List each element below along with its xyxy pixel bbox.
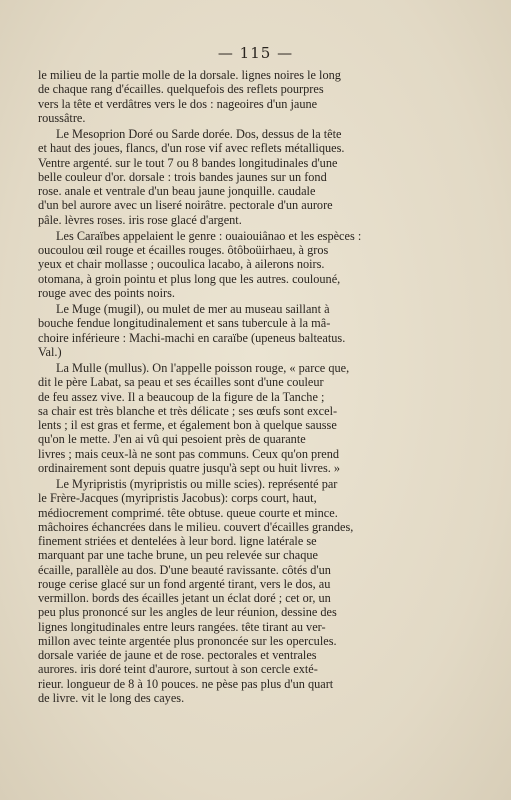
- text-line: dit le père Labat, sa peau et ses écailles sont d'une couleur: [38, 375, 324, 390]
- text-line: d'un bel aurore avec un liseré noirâtre. pectorale d'un aurore: [38, 198, 333, 213]
- paragraph: [38, 302, 482, 359]
- text-line: rouge cerise glacé sur un fond argenté tirant, vers le dos, au: [38, 576, 331, 591]
- text-line: sa chair est très blanche et très délicate ; ses œufs sont excel-: [38, 403, 338, 418]
- text-line: écaille, parallèle au dos. D'une beauté ravissante. côtés d'un: [38, 562, 331, 577]
- text-line: Ventre argenté. sur le tout 7 ou 8 bandes longitudinales d'une: [38, 155, 338, 170]
- text-line: bouche fendue longitudinalement et sans tubercule à la mâ-: [38, 316, 331, 331]
- text-line: rouge avec des points noirs.: [38, 285, 175, 300]
- text-line: rieur. longueur de 8 à 10 pouces. ne pèse pas plus d'un quart: [38, 676, 334, 691]
- text-line: le Frère-Jacques (myripristis Jacobus): corps court, haut,: [38, 491, 317, 506]
- text-line: pâle. lèvres roses. iris rose glacé d'argent.: [38, 212, 242, 227]
- text-line: Le Mesoprion Doré ou Sarde dorée. Dos, dessus de la tête: [56, 127, 342, 141]
- text-line: roussâtre.: [38, 110, 86, 125]
- paragraph: [38, 361, 482, 475]
- text-line: marquant par une tache brune, un peu relevée sur chaque: [38, 548, 318, 563]
- text-line: yeux et chair mollasse ; oucoulica lacabo, à ailerons noirs.: [38, 257, 325, 272]
- text-line: et haut des joues, flancs, d'un rose vif avec reflets métalliques.: [38, 141, 345, 156]
- text-line: aurores. iris doré teint d'aurore, surtout à son cercle exté-: [38, 662, 318, 677]
- text-line: dorsale variée de jaune et de rose. pectorales et ventrales: [38, 648, 317, 662]
- text-line: rose. anale et ventrale d'un beau jaune jonquille. caudale: [38, 184, 316, 198]
- text-line: oucoulou œil rouge et écailles rouges. ôtôboüirhaeu, à gros: [38, 243, 329, 257]
- text-line: Val.): [38, 344, 62, 359]
- text-line: médiocrement comprimé. tête obtuse. queue courte et mince.: [38, 505, 338, 520]
- page-number: — 115 —: [217, 44, 294, 62]
- text-line: mâchoires échancrées dans le milieu. couvert d'écailles grandes,: [38, 519, 354, 534]
- text-line: otomana, à groin pointu et plus long que les autres. coulouné,: [38, 271, 341, 286]
- text-line: peu plus prononcé sur les angles de leur réunion, dessine des: [38, 605, 337, 620]
- text-line: millon avec teinte argentée plus prononcée sur les opercules.: [38, 633, 337, 648]
- paragraph: [38, 127, 482, 227]
- text-line: de livre. vit le long des cayes.: [38, 690, 185, 705]
- text-line: finement striées et dentelées à leur bord. ligne latérale se: [38, 534, 317, 548]
- text-line: La Mulle (mullus). On l'appelle poisson rouge, « parce que,: [56, 361, 350, 375]
- text-line: Le Muge (mugil), ou mulet de mer au museau saillant à: [56, 302, 330, 316]
- paragraph: [38, 477, 482, 705]
- paragraph: [38, 68, 482, 125]
- text-line: de feu assez vive. Il a beaucoup de la figure de la Tanche ;: [38, 389, 325, 404]
- text-line: qu'on le mette. J'en ai vû qui pesoient près de quarante: [38, 432, 306, 447]
- paragraph: [38, 229, 482, 300]
- body-text: [38, 66, 482, 705]
- text-line: Les Caraïbes appelaient le genre : ouaiouiânao et les espèces :: [56, 228, 362, 243]
- text-line: choire inférieure : Machi-machi en caraïbe (upeneus balteatus.: [38, 330, 346, 345]
- text-line: ordinairement sont depuis quatre jusqu'à sept ou huit livres. »: [38, 460, 341, 475]
- text-line: lignes longitudinales entre leurs rangées. tête tirant au ver-: [38, 619, 326, 634]
- text-line: belle couleur d'or. dorsale : trois bandes jaunes sur un fond: [38, 169, 327, 184]
- text-line: vers la tête et verdâtres vers le dos : nageoires d'un jaune: [38, 96, 318, 111]
- text-line: vermillon. bords des écailles jetant un éclat doré ; cet or, un: [38, 591, 331, 605]
- text-line: Le Myripristis (myripristis ou mille scies). représenté par: [56, 477, 338, 491]
- text-line: lents ; il est gras et ferme, et également bon à quelque sausse: [38, 418, 337, 432]
- text-line: de chaque rang d'écailles. quelquefois des reflets pourpres: [38, 82, 324, 97]
- text-line: livres ; mais ceux-là ne sont pas communs. Ceux qu'on prend: [38, 446, 340, 461]
- text-line: le milieu de la partie molle de la dorsale. lignes noires le long: [38, 68, 341, 82]
